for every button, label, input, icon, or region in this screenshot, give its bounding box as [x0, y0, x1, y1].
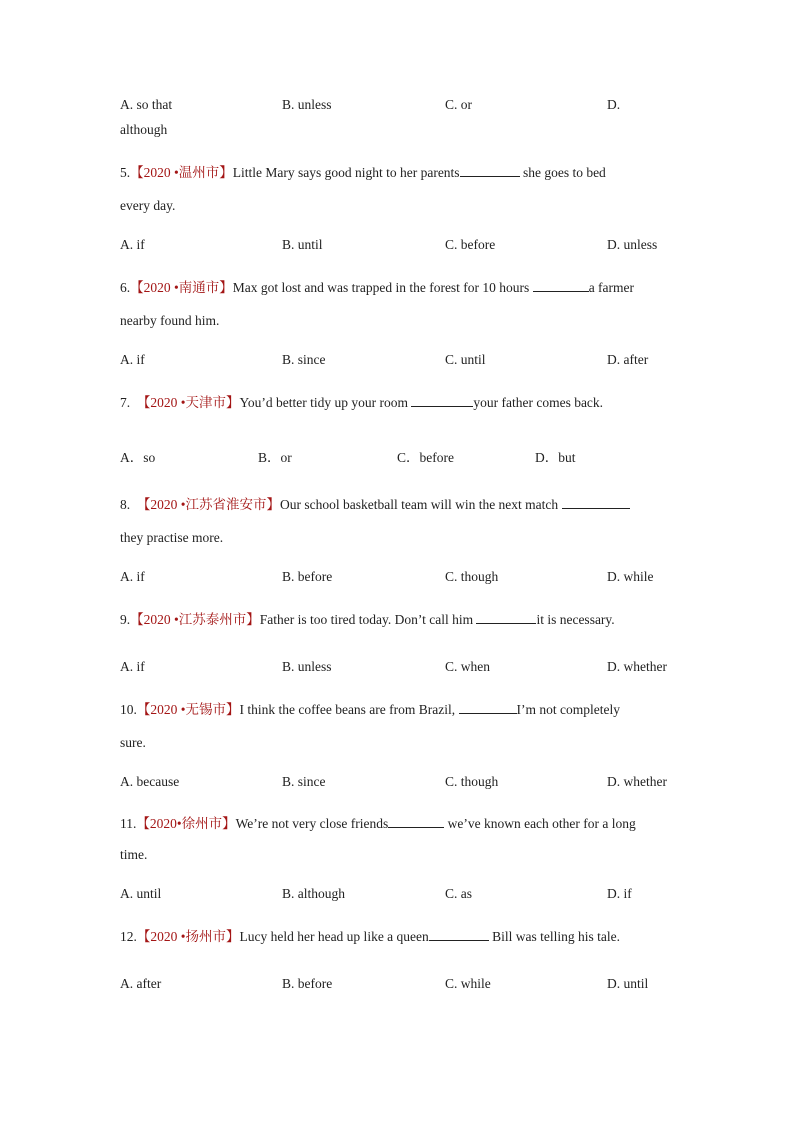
option-a[interactable]: A. if	[120, 569, 145, 584]
option-c[interactable]: C. as	[445, 886, 472, 901]
question-continuation: they practise more.	[120, 530, 224, 545]
question-text: You’d better tidy up your room	[239, 395, 412, 410]
option-d-wrap: although	[120, 122, 168, 137]
answer-blank[interactable]	[459, 701, 517, 714]
question-number: 6.	[120, 280, 131, 295]
question-text-after: Bill was telling his tale.	[488, 929, 621, 944]
question-number: 9.	[120, 612, 131, 627]
option-a[interactable]: A. after	[120, 976, 162, 991]
option-c[interactable]: C. until	[445, 352, 486, 367]
question-continuation: nearby found him.	[120, 313, 220, 328]
option-d[interactable]: D. while	[607, 569, 654, 584]
question-12	[120, 920, 680, 953]
option-c[interactable]: C. while	[445, 976, 491, 991]
source-tag: 【2020 •江苏省淮安市】	[136, 497, 280, 512]
question-7	[120, 386, 680, 419]
question-10	[120, 693, 680, 759]
option-d[interactable]: D. until	[607, 976, 649, 991]
answer-blank[interactable]	[429, 928, 489, 941]
option-a[interactable]: A. if	[120, 352, 145, 367]
source-tag: 【2020 •南通市】	[130, 280, 233, 295]
question-text: Lucy held her head up like a queen	[239, 929, 429, 944]
question-8	[120, 488, 680, 554]
option-b[interactable]: B. before	[282, 569, 333, 584]
option-b[interactable]: B. since	[282, 774, 326, 789]
question-text-after: it is necessary.	[536, 612, 615, 627]
source-tag: 【2020 •温州市】	[130, 165, 233, 180]
option-d: D.	[607, 97, 621, 112]
question-continuation: sure.	[120, 735, 146, 750]
question-number: 12.	[120, 929, 137, 944]
question-number: 7.	[120, 395, 131, 410]
option-c[interactable]: C. before	[445, 237, 496, 252]
question-continuation: every day.	[120, 198, 176, 213]
option-c[interactable]: C. though	[445, 569, 499, 584]
question-text: Little Mary says good night to her parents	[232, 165, 460, 180]
source-tag: 【2020 •江苏泰州市】	[130, 612, 260, 627]
option-c: C. or	[445, 97, 472, 112]
option-d[interactable]: D．but	[535, 450, 576, 465]
question-number: 11.	[120, 816, 137, 831]
source-tag: 【2020 •扬州市】	[136, 929, 240, 944]
question-text-after: she goes to bed	[519, 165, 606, 180]
question-text: Max got lost and was trapped in the forest for 10 hours	[232, 280, 533, 295]
option-a: A. so that	[120, 97, 173, 112]
option-b[interactable]: B. unless	[282, 659, 332, 674]
option-b[interactable]: B. since	[282, 352, 326, 367]
question-6	[120, 271, 680, 337]
question-9	[120, 603, 680, 636]
question-text-after: a farmer	[588, 280, 635, 295]
question-text-after: I’m not completely	[516, 702, 621, 717]
option-d[interactable]: D. whether	[607, 659, 667, 674]
answer-blank[interactable]	[388, 815, 444, 828]
question-text-after: we’ve known each other for a long	[444, 816, 636, 831]
question-number: 5.	[120, 165, 131, 180]
option-c[interactable]: C. though	[445, 774, 499, 789]
option-a[interactable]: A．so	[120, 450, 156, 465]
option-b[interactable]: B. until	[282, 237, 323, 252]
option-d[interactable]: D. if	[607, 886, 632, 901]
answer-blank[interactable]	[411, 394, 473, 407]
source-tag: 【2020 •天津市】	[136, 395, 240, 410]
question-11	[120, 808, 680, 870]
question-number: 10.	[120, 702, 137, 717]
source-tag: 【2020 •无锡市】	[136, 702, 240, 717]
option-a[interactable]: A. because	[120, 774, 180, 789]
option-c[interactable]: C. when	[445, 659, 490, 674]
option-d[interactable]: D. whether	[607, 774, 667, 789]
answer-blank[interactable]	[476, 611, 536, 624]
option-c[interactable]: C．before	[397, 450, 454, 465]
question-continuation: time.	[120, 847, 148, 862]
answer-blank[interactable]	[533, 279, 589, 292]
answer-blank[interactable]	[562, 496, 630, 509]
option-a[interactable]: A. until	[120, 886, 162, 901]
question-number: 8.	[120, 497, 131, 512]
option-b: B. unless	[282, 97, 332, 112]
question-text: I think the coffee beans are from Brazil,	[239, 702, 459, 717]
question-text: We’re not very close friends	[235, 816, 389, 831]
question-text: Father is too tired today. Don’t call him	[259, 612, 477, 627]
option-b[interactable]: B. before	[282, 976, 333, 991]
source-tag: 【2020•徐州市】	[136, 816, 236, 831]
option-b[interactable]: B．or	[258, 450, 292, 465]
question-text: Our school basketball team will win the next match	[279, 497, 562, 512]
question-5	[120, 156, 680, 222]
option-a[interactable]: A. if	[120, 237, 145, 252]
question-text-after: your father comes back.	[473, 395, 604, 410]
option-d[interactable]: D. after	[607, 352, 649, 367]
option-b[interactable]: B. although	[282, 886, 345, 901]
answer-blank[interactable]	[460, 164, 520, 177]
option-a[interactable]: A. if	[120, 659, 145, 674]
option-d[interactable]: D. unless	[607, 237, 658, 252]
